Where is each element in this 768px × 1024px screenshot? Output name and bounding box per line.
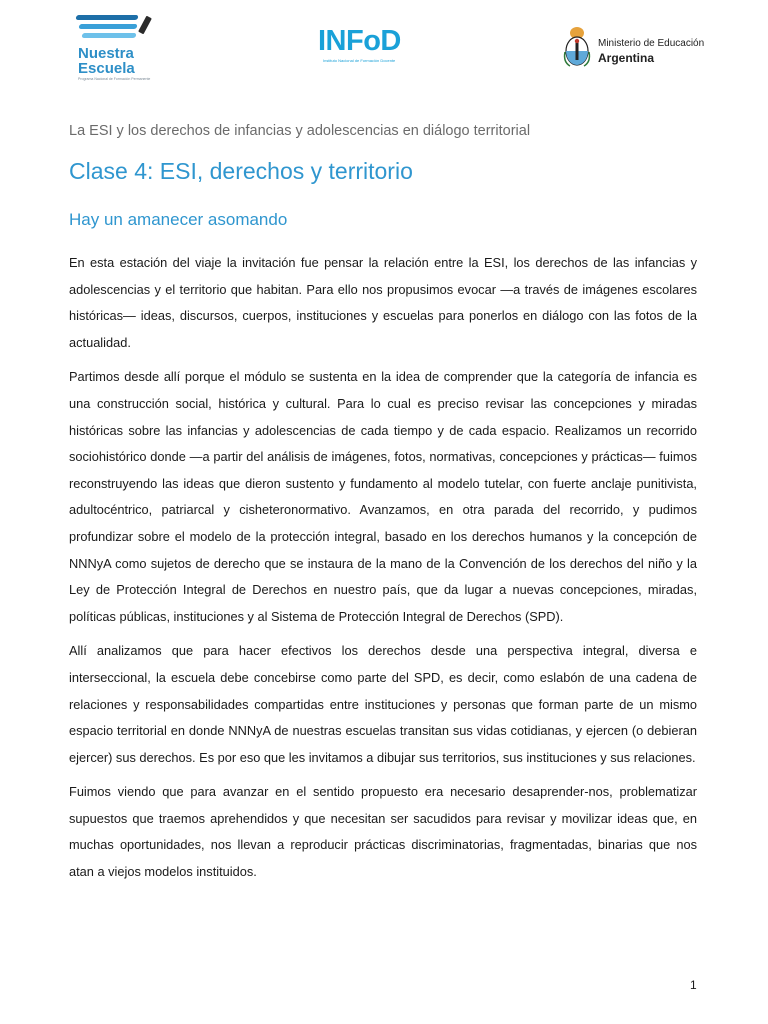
nuestra-escuela-tagline: Programa Nacional de Formación Permanente [78, 77, 151, 81]
paragraph: Allí analizamos que para hacer efectivos los derechos desde una perspectiva integral, diversa e interseccional, la escuela debe concebirse como parte del SPD, es decir, como eslabón de una cadena de relaciones y responsabilidades compartidas entre instituciones y personas que forman parte de un mismo espacio territorial en donde NNNyA de nuestras escuelas transitan sus vidas cotidianas, y ejercen (o debieran ejercer) sus derechos. Es por eso que les invitamos a dibujar sus territorios, sus instituciones y sus relaciones. [69, 643, 697, 765]
infod-logo [318, 26, 428, 70]
nuestra-escuela-line1: Nuestra [78, 45, 134, 62]
nuestra-escuela-stripes-icon [76, 12, 146, 46]
ministerio-logo [560, 24, 720, 74]
stripe-mid [78, 24, 137, 29]
ministerio-line1: Ministerio de Educación [598, 38, 705, 49]
body-text [69, 250, 697, 894]
stripe-dark [75, 15, 138, 20]
coat-of-arms-icon [562, 24, 592, 68]
infod-wordmark: INFoD [318, 25, 401, 57]
section-title: Hay un amanecer asomando [69, 210, 288, 229]
infod-subtitle: Instituto Nacional de Formación Docente [323, 58, 396, 63]
nuestra-escuela-wordmark [78, 46, 135, 76]
page-header [0, 0, 768, 95]
paragraph: Fuimos viendo que para avanzar en el sentido propuesto era necesario desaprender-nos, problematizar supuestos que traemos aprehendidos y que necesitan ser sacudidos para revisar y movilizar ideas que, en muchas oportunidades, nos llevan a reproducir prácticas discriminatorias, fragmentadas, binarias que nos atan a viejos modelos instituidos. [69, 784, 697, 880]
nuestra-escuela-line2: Escuela [78, 60, 135, 77]
pen-icon [138, 16, 152, 35]
class-title: Clase 4: ESI, derechos y territorio [69, 158, 413, 184]
paragraph: En esta estación del viaje la invitación fue pensar la relación entre la ESI, los derechos de las infancias y adolescencias y el territorio que habitan. Para ello nos propusimos evocar —a través de imágenes escolares históricas— ideas, discursos, cuerpos, instituciones y escuelas para ponerlos en diálogo con las fotos de la actualidad. [69, 255, 697, 350]
paragraph: Partimos desde allí porque el módulo se sustenta en la idea de comprender que la categoría de infancia es una construcción social, histórica y cultural. Para lo cual es preciso revisar las concepciones y miradas históricas sobre las infancias y adolescencias de cada tiempo y de cada espacio. Realizamos un recorrido sociohistórico donde —a partir del análisis de imágenes, fotos, normativas, concepciones y prácticas— fuimos reconstruyendo las ideas que dieron sustento y fundamento al modelo tutelar, con fuerte anclaje punitivista, adultocéntrico, patriarcal y cisheteronormativo. Avanzamos, en otra parada del recorrido, y pudimos profundizar sobre el modelo de la protección integral, basado en los derechos humanos y la concepción de NNNyA como sujetos de derecho que se instaura de la mano de la Convención de los derechos del niño y la Ley de Protección Integral de Derechos en nuestro país, que da lugar a nuevas concepciones, miradas, políticas públicas, instituciones y al Sistema de Protección Integral de Derechos (SPD). [69, 369, 697, 624]
nuestra-escuela-logo [64, 10, 174, 84]
page-number: 1 [690, 978, 697, 992]
course-title: La ESI y los derechos de infancias y adolescencias en diálogo territorial [69, 123, 531, 139]
stripe-light [81, 33, 136, 38]
ministerio-line2: Argentina [598, 51, 655, 65]
